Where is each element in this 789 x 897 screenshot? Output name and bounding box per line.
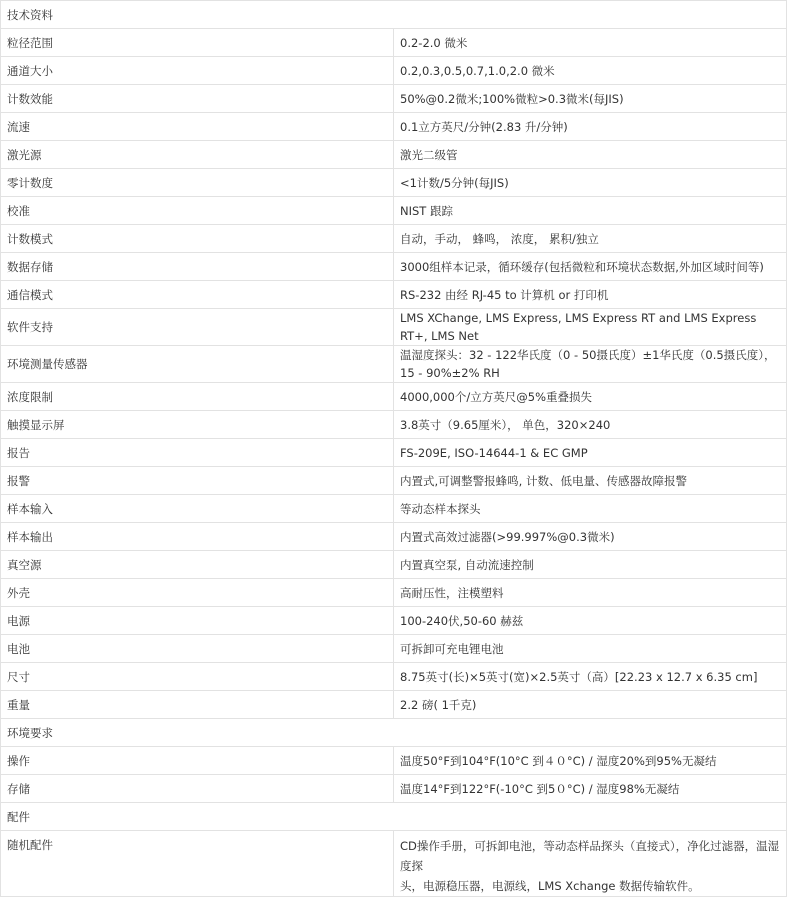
spec-row [1, 831, 787, 897]
spec-label: 重量 [1, 691, 394, 719]
spec-value: 8.75英寸(长)×5英寸(宽)×2.5英寸（高）[22.23 x 12.7 x 6.35 cm] [394, 663, 787, 691]
spec-row [1, 635, 787, 663]
spec-value: RS-232 由经 RJ-45 to 计算机 or 打印机 [394, 281, 787, 309]
spec-value: 50%@0.2微米;100%微粒>0.3微米(每JIS) [394, 85, 787, 113]
spec-value: 自动，手动， 蜂鸣， 浓度， 累积/独立 [394, 225, 787, 253]
spec-row [1, 85, 787, 113]
spec-row [1, 281, 787, 309]
spec-value-line: CD操作手册，可拆卸电池，等动态样品探头（直接式），净化过滤器，温湿度探 [400, 839, 780, 873]
spec-row [1, 551, 787, 579]
spec-row [1, 141, 787, 169]
spec-row [1, 29, 787, 57]
spec-value: 激光二级管 [394, 141, 787, 169]
spec-label: 样本输出 [1, 523, 394, 551]
section-title: 配件 [1, 803, 787, 831]
section-title: 环境要求 [1, 719, 787, 747]
spec-value: 内置式高效过滤器(>99.997%@0.3微米) [394, 523, 787, 551]
spec-row [1, 607, 787, 635]
spec-label: 报告 [1, 439, 394, 467]
spec-value: 温度14°F到122°F(-10°C 到5０°C) / 湿度98%无凝结 [394, 775, 787, 803]
spec-value: 2.2 磅( 1千克) [394, 691, 787, 719]
spec-label: 数据存储 [1, 253, 394, 281]
spec-label: 计数模式 [1, 225, 394, 253]
spec-label: 存储 [1, 775, 394, 803]
spec-row [1, 169, 787, 197]
spec-label: 计数效能 [1, 85, 394, 113]
spec-label: 电源 [1, 607, 394, 635]
spec-row [1, 691, 787, 719]
spec-value: 温湿度探头：32 - 122华氏度（0 - 50摄氏度）±1华氏度（0.5摄氏度），15 - 90%±2% RH [394, 346, 787, 383]
spec-label: 随机配件 [1, 831, 394, 897]
spec-label: 触摸显示屏 [1, 411, 394, 439]
spec-row [1, 467, 787, 495]
spec-value: FS-209E, ISO-14644-1 & EC GMP [394, 439, 787, 467]
spec-value: 内置真空泵, 自动流速控制 [394, 551, 787, 579]
spec-label: 流速 [1, 113, 394, 141]
spec-row [1, 225, 787, 253]
spec-label: 样本输入 [1, 495, 394, 523]
spec-label: 零计数度 [1, 169, 394, 197]
spec-row [1, 439, 787, 467]
spec-row [1, 57, 787, 85]
spec-label: 浓度限制 [1, 383, 394, 411]
spec-value: 3.8英寸（9.65厘米）， 单色，320×240 [394, 411, 787, 439]
spec-row [1, 113, 787, 141]
spec-label: 外壳 [1, 579, 394, 607]
spec-label: 报警 [1, 467, 394, 495]
spec-row [1, 523, 787, 551]
spec-row [1, 253, 787, 281]
section-header-row [1, 719, 787, 747]
spec-label: 校准 [1, 197, 394, 225]
spec-label: 通信模式 [1, 281, 394, 309]
spec-value: NIST 跟踪 [394, 197, 787, 225]
spec-row [1, 197, 787, 225]
spec-label: 环境测量传感器 [1, 346, 394, 383]
spec-row [1, 346, 787, 383]
spec-row [1, 411, 787, 439]
spec-label: 真空源 [1, 551, 394, 579]
spec-value [394, 831, 787, 897]
spec-label: 通道大小 [1, 57, 394, 85]
spec-label: 操作 [1, 747, 394, 775]
spec-label: 粒径范围 [1, 29, 394, 57]
spec-label: 激光源 [1, 141, 394, 169]
spec-value: 0.2,0.3,0.5,0.7,1.0,2.0 微米 [394, 57, 787, 85]
spec-value: 可拆卸可充电锂电池 [394, 635, 787, 663]
spec-value: 内置式,可调整警报蜂鸣, 计数、低电量、传感器故障报警 [394, 467, 787, 495]
spec-value: 100-240伏,50-60 赫兹 [394, 607, 787, 635]
section-header-row [1, 803, 787, 831]
spec-row [1, 663, 787, 691]
spec-row [1, 775, 787, 803]
spec-value: 温度50°F到104°F(10°C 到４０°C) / 湿度20%到95%无凝结 [394, 747, 787, 775]
spec-value: 4000,000个/立方英尺@5%重叠损失 [394, 383, 787, 411]
spec-value: 等动态样本探头 [394, 495, 787, 523]
section-title: 技术资料 [1, 1, 787, 29]
spec-value: 3000组样本记录，循环缓存(包括微粒和环境状态数据,外加区域时间等) [394, 253, 787, 281]
spec-row [1, 309, 787, 346]
section-header-row [1, 1, 787, 29]
spec-row [1, 495, 787, 523]
spec-value: 高耐压性，注模塑料 [394, 579, 787, 607]
spec-label: 软件支持 [1, 309, 394, 346]
spec-value: 0.2-2.0 微米 [394, 29, 787, 57]
spec-value-line: 头，电源稳压器，电源线，LMS Xchange 数据传输软件。 [400, 879, 700, 893]
spec-row [1, 383, 787, 411]
spec-row [1, 579, 787, 607]
spec-table-body [1, 1, 787, 897]
spec-label: 电池 [1, 635, 394, 663]
spec-value: <1计数/5分钟(每JIS) [394, 169, 787, 197]
spec-row [1, 747, 787, 775]
spec-value: 0.1立方英尺/分钟(2.83 升/分钟) [394, 113, 787, 141]
spec-label: 尺寸 [1, 663, 394, 691]
spec-value: LMS XChange, LMS Express, LMS Express RT and LMS Express RT+, LMS Net [394, 309, 787, 346]
